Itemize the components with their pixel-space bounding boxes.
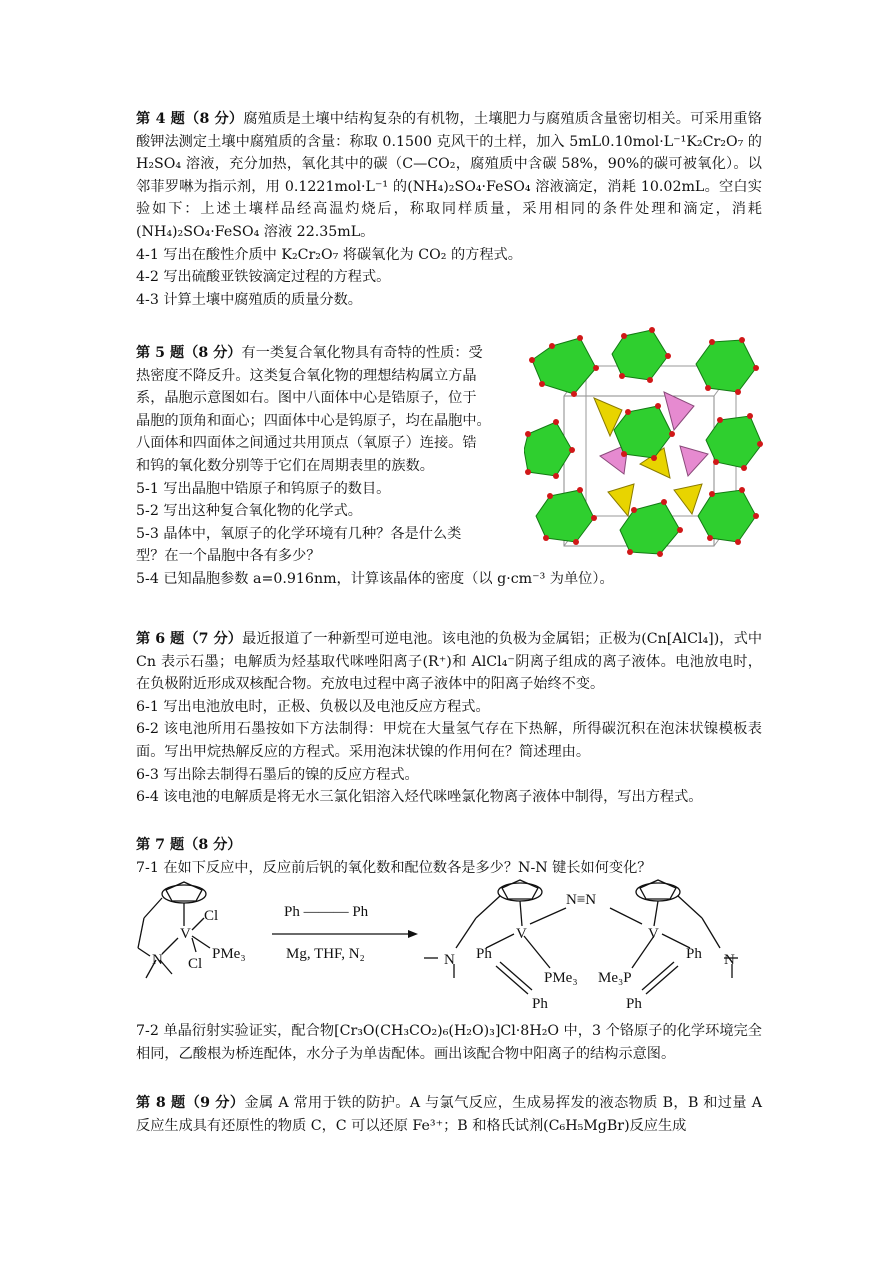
me3p-label-product: Me₃P	[598, 970, 632, 986]
q8-title: 第 8 题（9 分）	[136, 1095, 245, 1111]
q6-title: 第 6 题（7 分）	[136, 631, 243, 647]
reagent-top: Ph ——— Ph	[284, 904, 369, 920]
q5-intro-line-5: 八面体和四面体之间通过共用顶点（氧原子）连接。锆	[136, 435, 477, 452]
q5-intro-line-3: 系，晶胞示意图如右。图中八面体中心是锆原子，位于	[136, 390, 477, 407]
n-label-product-left: N	[444, 952, 455, 968]
q5-title: 第 5 题（8 分）	[136, 345, 242, 361]
chloride-label-2: Cl	[188, 956, 203, 972]
vanadium-label-center-1: V	[516, 926, 527, 942]
q4-item-1: 4-1 写出在酸性介质中 K₂Cr₂O₇ 将碳氧化为 CO₂ 的方程式。	[136, 246, 522, 263]
q4-title: 第 4 题（8 分）	[136, 111, 244, 127]
question-7	[136, 834, 762, 879]
q5-item-2: 5-2 写出这种复合氧化物的化学式。	[136, 503, 362, 520]
q4-item-2: 4-2 写出硫酸亚铁铵滴定过程的方程式。	[136, 269, 391, 286]
chloride-label-1: Cl	[204, 908, 219, 924]
phenyl-label-3: Ph	[532, 996, 548, 1012]
q6-item-4: 6-4 该电池的电解质是将无水三氯化铝溶入烃代咪唑氯化物离子液体中制得，写出方程式。	[136, 789, 703, 806]
q6-intro	[136, 628, 762, 696]
reagent-bottom: Mg, THF, N₂	[286, 946, 365, 962]
q5-intro-line-2: 热密度不降反升。这类复合氧化物的理想结构属立方晶	[136, 367, 477, 384]
n-label-product-right: N	[724, 952, 735, 968]
q5-intro-line-6: 和钨的氧化数分别等于它们在周期表里的族数。	[136, 457, 434, 474]
pme3-label-product: PMe₃	[544, 970, 578, 986]
q4-intro-text: 腐殖质是土壤中结构复杂的有机物，土壤肥力与腐殖质含量密切相关。可采用重铬酸钾法测定土壤中腐殖质的含量：称取 0.1500 克风干的土样，加入 5mL0.10mol·L⁻¹K₂Cr₂O₇ 的 H₂SO₄ 溶液，充分加热，氧化其中的碳（C—CO₂，腐殖质中含碳 58%，90%的碳可被氧化）。以邻菲罗啉为指示剂，用 0.1221mol·L⁻¹ 的(NH₄)₂SO₄·FeSO₄ 溶液滴定，消耗 10.02mL。空白实验如下：上述土壤样品经高温灼烧后，称取同样质量，采用相同的条件处理和滴定，消耗(NH₄)₂SO₄·FeSO₄ 溶液 22.35mL。	[136, 111, 762, 240]
q6-item-2: 6-2 该电池所用石墨按如下方法制得：甲烷在大量氢气存在下热解，所得碳沉积在泡沫状镍模板表面。写出甲烷热解反应的方程式。采用泡沫状镍的作用何在？简述理由。	[136, 721, 762, 760]
q5-item-3a: 5-3 晶体中，氧原子的化学环境有几种？各是什么类	[136, 525, 462, 542]
q5-intro-line-4: 晶胞的顶角和面心；四面体中心是钨原子，均在晶胞中。	[136, 412, 491, 429]
question-6	[136, 628, 762, 809]
q6-intro-text: 最近报道了一种新型可逆电池。该电池的负极为金属铝；正极为(Cn[AlCl₄])，式中 Cn 表示石墨；电解质为烃基取代咪唑阳离子(R⁺)和 AlCl₄⁻阴离子组成的离子液体。电池放电时，在负极附近形成双核配合物。充放电过程中离子液体中的阳离子始终不变。	[136, 631, 763, 693]
q7-item-2: 7-2 单晶衍射实验证实，配合物[Cr₃O(CH₃CO₂)₆(H₂O)₃]Cl·8H₂O 中，3 个铬原子的化学环境完全相同，乙酸根为桥连配体，水分子为单齿配体。画出该配合物中阳离子的结构示意图。	[136, 1023, 762, 1062]
q7-item-1: 7-1 在如下反应中，反应前后钒的氧化数和配位数各是多少？N-N 键长如何变化？	[136, 859, 652, 876]
q5-item-3b: 型？在一个晶胞中各有多少？	[136, 548, 321, 565]
question-4	[136, 108, 762, 311]
q8-intro	[136, 1092, 762, 1137]
q7-title: 第 7 题（8 分）	[136, 837, 242, 853]
question-8	[136, 1092, 762, 1137]
q5-intro-line-1: 有一类复合氧化物具有奇特的性质：受	[241, 345, 483, 361]
question-7-2	[136, 1020, 762, 1065]
pme3-label-left: PMe₃	[212, 946, 246, 962]
q8-intro-text: 金属 A 常用于铁的防护。A 与氯气反应，生成易挥发的液态物质 B，B 和过量 A 反应生成具有还原性的物质 C，C 可以还原 Fe³⁺；B 和格氏试剂(C₆H₅MgBr)反应生成	[136, 1095, 763, 1134]
phenyl-label-2: Ph	[686, 946, 702, 962]
q5-item-4: 5-4 已知晶胞参数 a=0.916nm，计算该晶体的密度（以 g·cm⁻³ 为单位）。	[136, 570, 614, 587]
q4-item-3: 4-3 计算土壤中腐殖质的质量分数。	[136, 291, 362, 308]
q6-item-3: 6-3 写出除去制得石墨后的镍的反应方程式。	[136, 766, 419, 783]
crystal-structure-image	[524, 326, 764, 562]
reaction-scheme	[126, 874, 766, 1014]
q6-item-1: 6-1 写出电池放电时，正极、负极以及电池反应方程式。	[136, 698, 490, 715]
q4-intro	[136, 108, 762, 244]
n-label-left: N	[152, 952, 163, 968]
phenyl-label-1: Ph	[476, 946, 492, 962]
phenyl-label-4: Ph	[626, 996, 642, 1012]
q5-item-1: 5-1 写出晶胞中锆原子和钨原子的数目。	[136, 480, 391, 497]
vanadium-label-left: V	[180, 926, 191, 942]
reaction-arrowhead	[408, 930, 418, 938]
dinitrogen-label: N≡N	[566, 892, 597, 908]
vanadium-label-center-2: V	[648, 926, 659, 942]
